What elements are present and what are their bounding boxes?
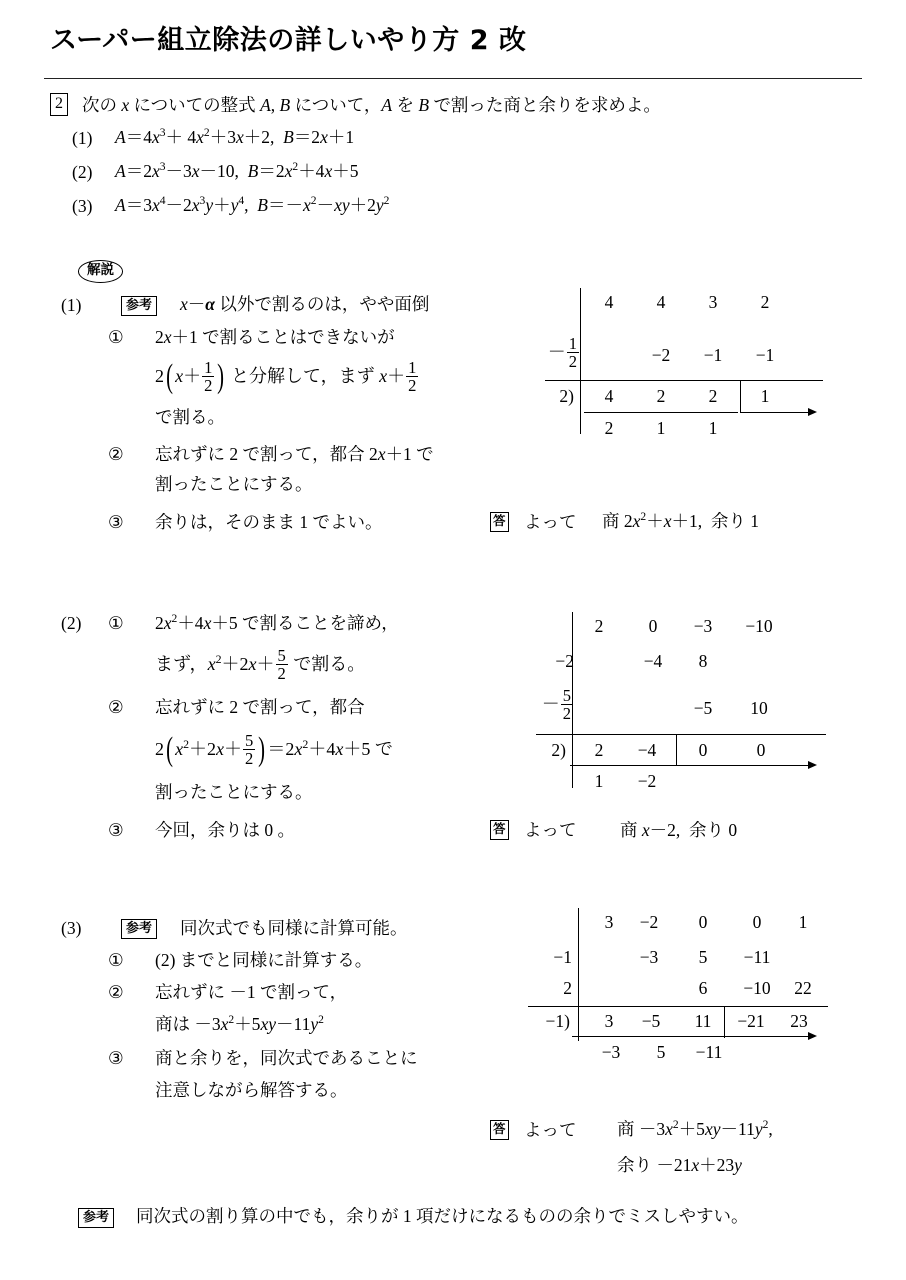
table-2-mult-row-0-val-2: 8 xyxy=(698,651,708,671)
sankou-badge-footer: 参考 xyxy=(78,1208,114,1228)
table-2-result-0: 2 xyxy=(594,740,604,760)
table-3-dividend-3: 0 xyxy=(752,912,762,932)
table-1-final-1: 1 xyxy=(656,418,666,438)
solution-2-step-2-line-2: 2( $x^2+2x+$ $\frac{5}{2}$ ) $=2x^2+4x+5$ で xyxy=(155,730,393,769)
solution-1-answer-text: 商 $2x^2+x+1$, 余り 1 xyxy=(602,511,759,531)
table-2-mult-row-1-val-2: −5 xyxy=(693,698,713,718)
solution-3-step-2-line-2: 商は $-3x^2+5xy-11y^2$ xyxy=(155,1014,324,1034)
answer-badge-2: 答 xyxy=(490,820,509,840)
table-3-dividend-0: 3 xyxy=(604,912,614,932)
table-1-dividend-2: 3 xyxy=(708,292,718,312)
solution-1-step-2-marker: ② xyxy=(108,444,124,464)
table-1-final-0: 2 xyxy=(604,418,614,438)
solution-3-step-2-line-1: 忘れずに －1 で割って， xyxy=(155,982,348,1002)
table-2-result-1: −4 xyxy=(637,740,657,760)
problem-statement: 次の x についての整式 A, B について，A を B で割った商と余りを求めよ。 xyxy=(82,95,661,115)
solution-3-answer-lead: よって xyxy=(524,1120,577,1140)
solution-1-answer-lead: よって xyxy=(524,512,577,532)
solution-1-step-1-line-3: で割る。 xyxy=(155,407,225,427)
table-3-mult-row-1-val-2: 6 xyxy=(698,978,708,998)
solution-1-step-1-line-2: 2( x＋ $\frac{1}{2}$ ) と分解して，まず x＋ $\frac{1}{2}$ xyxy=(155,357,417,396)
solution-3-step-3-marker: ③ xyxy=(108,1048,124,1068)
solution-1-step-1-marker: ① xyxy=(108,327,124,347)
table-1-multiplier-0: － $\frac{1}{2}$ xyxy=(547,333,577,372)
table-1-result-rule xyxy=(545,380,823,381)
problem-item-1-expression: $A=4x^3+ 4x^2+3x+2$, B＝2x＋1 xyxy=(115,127,355,147)
table-3-final-0: −3 xyxy=(601,1042,621,1062)
table-2-remainder-1: 0 xyxy=(756,740,766,760)
table-3-dividend-2: 0 xyxy=(698,912,708,932)
title-divider xyxy=(44,78,862,79)
solution-2-step-3-marker: ③ xyxy=(108,820,124,840)
table-1-dividend-0: 4 xyxy=(604,292,614,312)
problem-item-1-label: (1) xyxy=(72,128,93,148)
solution-2-step-2-marker: ② xyxy=(108,697,124,717)
table-2-vertical-rule xyxy=(572,612,573,788)
solution-3-step-3-line-2: 注意しながら解答する。 xyxy=(155,1080,348,1100)
table-3-mult-row-1-val-4: 22 xyxy=(794,978,812,998)
table-2-arrow-shaft xyxy=(676,765,810,766)
table-2-result-divisor: 2) xyxy=(551,740,566,760)
table-1-mult-row-0-val-1: −2 xyxy=(651,345,671,365)
table-3-mult-row-1-val-3: −10 xyxy=(743,978,771,998)
table-3-result-0: 3 xyxy=(604,1011,614,1031)
table-1-mult-row-0-val-3: −1 xyxy=(755,345,775,365)
table-3-multiplier-0: −1 xyxy=(553,947,572,967)
table-3-final-2: −11 xyxy=(695,1042,723,1062)
page-title: スーパー組立除法の詳しいやり方 2 改 xyxy=(50,25,527,56)
table-3-remainder-0: −21 xyxy=(737,1011,765,1031)
table-1-result-2: 2 xyxy=(708,386,718,406)
table-3-arrow-shaft xyxy=(724,1036,810,1037)
table-3-dividend-4: 1 xyxy=(798,912,808,932)
solution-3-step-3-line-1: 商と余りを，同次式であることに xyxy=(155,1048,418,1068)
table-2-dividend-1: 0 xyxy=(648,616,658,636)
table-1-remainder-0: 1 xyxy=(760,386,770,406)
solution-3-label: (3) xyxy=(61,918,82,938)
solution-3-answer-line-1: 商 $-3x^2+5xy-11y^2$, xyxy=(617,1119,773,1139)
table-2-multiplier-1: － $\frac{5}{2}$ xyxy=(541,685,571,724)
table-1-dividend-3: 2 xyxy=(760,292,770,312)
solution-1-step-1-line-1: 2x＋1 で割ることはできないが xyxy=(155,327,395,347)
table-2-dividend-2: −3 xyxy=(693,616,713,636)
table-3-vertical-rule xyxy=(578,908,579,1041)
solution-2-answer-text: 商 x－2, 余り 0 xyxy=(620,820,738,840)
solution-2-step-2-line-3: 割ったことにする。 xyxy=(155,782,313,802)
table-3-dividend-1: −2 xyxy=(639,912,659,932)
problem-number-box: 2 xyxy=(50,93,68,116)
table-1-result-0: 4 xyxy=(604,386,614,406)
table-1-arrow-head-icon xyxy=(808,408,817,416)
table-1-dividend-1: 4 xyxy=(656,292,666,312)
solution-2-step-1-marker: ① xyxy=(108,613,124,633)
table-2-mult-row-0-val-1: −4 xyxy=(643,651,663,671)
table-1-mult-row-0-val-2: −1 xyxy=(703,345,723,365)
solution-2-label: (2) xyxy=(61,613,82,633)
table-3-mult-row-0-val-2: 5 xyxy=(698,947,708,967)
answer-badge-3: 答 xyxy=(490,1120,509,1140)
table-1-arrow-shaft xyxy=(740,412,810,413)
table-2-remainder-separator xyxy=(676,734,677,766)
table-2-arrow-head-icon xyxy=(808,761,817,769)
problem-item-2-label: (2) xyxy=(72,162,93,182)
table-3-result-2: 11 xyxy=(694,1011,712,1031)
table-3-final-1: 5 xyxy=(656,1042,666,1062)
table-1-remainder-separator xyxy=(740,380,741,413)
solution-1-sankou-text: x－α 以外で割るのは，やや面倒 xyxy=(180,294,430,314)
solution-2-step-2-line-1: 忘れずに 2 で割って，都合 xyxy=(155,697,365,717)
solution-2-step-3-line-1: 今回，余りは 0 。 xyxy=(155,820,295,840)
solution-2-step-1-line-1: $2x^2+4x+5$ で割ることを諦め， xyxy=(155,613,399,633)
table-3-final-rule xyxy=(572,1036,724,1037)
table-3-mult-row-0-val-1: −3 xyxy=(639,947,659,967)
solution-1-step-3-marker: ③ xyxy=(108,512,124,532)
table-3-mult-row-0-val-3: −11 xyxy=(743,947,771,967)
table-2-dividend-3: −10 xyxy=(745,616,773,636)
table-3-result-1: −5 xyxy=(641,1011,661,1031)
footer-note: 同次式の割り算の中でも，余りが 1 項だけになるものの余りでミスしやすい。 xyxy=(136,1206,749,1226)
table-1-vertical-rule xyxy=(580,288,581,434)
answer-badge-1: 答 xyxy=(490,512,509,532)
table-1-final-2: 1 xyxy=(708,418,718,438)
solution-3-answer-line-2: 余り －21x＋23y xyxy=(617,1155,742,1175)
table-2-multiplier-0: −2 xyxy=(555,651,574,671)
table-3-multiplier-1: 2 xyxy=(563,978,572,998)
solution-3-sankou-text: 同次式でも同様に計算可能。 xyxy=(180,918,408,938)
kaisetsu-badge: 解説 xyxy=(78,260,123,283)
solution-3-step-2-marker: ② xyxy=(108,982,124,1002)
table-1-result-divisor: 2) xyxy=(559,386,574,406)
solution-3-step-1-line-1: (2) までと同様に計算する。 xyxy=(155,950,373,970)
table-3-remainder-1: 23 xyxy=(790,1011,808,1031)
solution-1-label: (1) xyxy=(61,295,82,315)
solution-2-answer-lead: よって xyxy=(524,820,577,840)
table-2-final-rule xyxy=(570,765,676,766)
table-2-result-rule xyxy=(536,734,826,735)
table-3-result-divisor: −1) xyxy=(545,1011,570,1031)
solution-1-step-3-line-1: 余りは，そのまま 1 でよい。 xyxy=(155,512,383,532)
problem-item-3-label: (3) xyxy=(72,196,93,216)
table-2-remainder-0: 0 xyxy=(698,740,708,760)
table-2-final-1: −2 xyxy=(637,771,657,791)
sankou-badge-1: 参考 xyxy=(121,296,157,316)
solution-2-step-1-line-2: まず，$x^2+2x+$ $\frac{5}{2}$ で割る。 xyxy=(155,645,366,684)
problem-item-2-expression: $A=2x^3-3x-10$, $B=2x^2+4x+5$ xyxy=(115,161,359,181)
solution-1-step-2-line-2: 割ったことにする。 xyxy=(155,474,313,494)
table-3-remainder-separator xyxy=(724,1006,725,1038)
sankou-badge-3: 参考 xyxy=(121,919,157,939)
table-2-mult-row-1-val-3: 10 xyxy=(750,698,768,718)
problem-item-3-expression: $A=3x^4-2x^3y+y^4$, $B=-x^2-xy+2y^2$ xyxy=(115,195,390,215)
table-3-arrow-head-icon xyxy=(808,1032,817,1040)
table-1-result-1: 2 xyxy=(656,386,666,406)
table-3-result-rule xyxy=(528,1006,828,1007)
table-1-final-rule xyxy=(584,412,738,413)
table-2-dividend-0: 2 xyxy=(594,616,604,636)
solution-3-step-1-marker: ① xyxy=(108,950,124,970)
table-2-final-0: 1 xyxy=(594,771,604,791)
solution-1-step-2-line-1: 忘れずに 2 で割って，都合 2x＋1 で xyxy=(155,444,434,464)
